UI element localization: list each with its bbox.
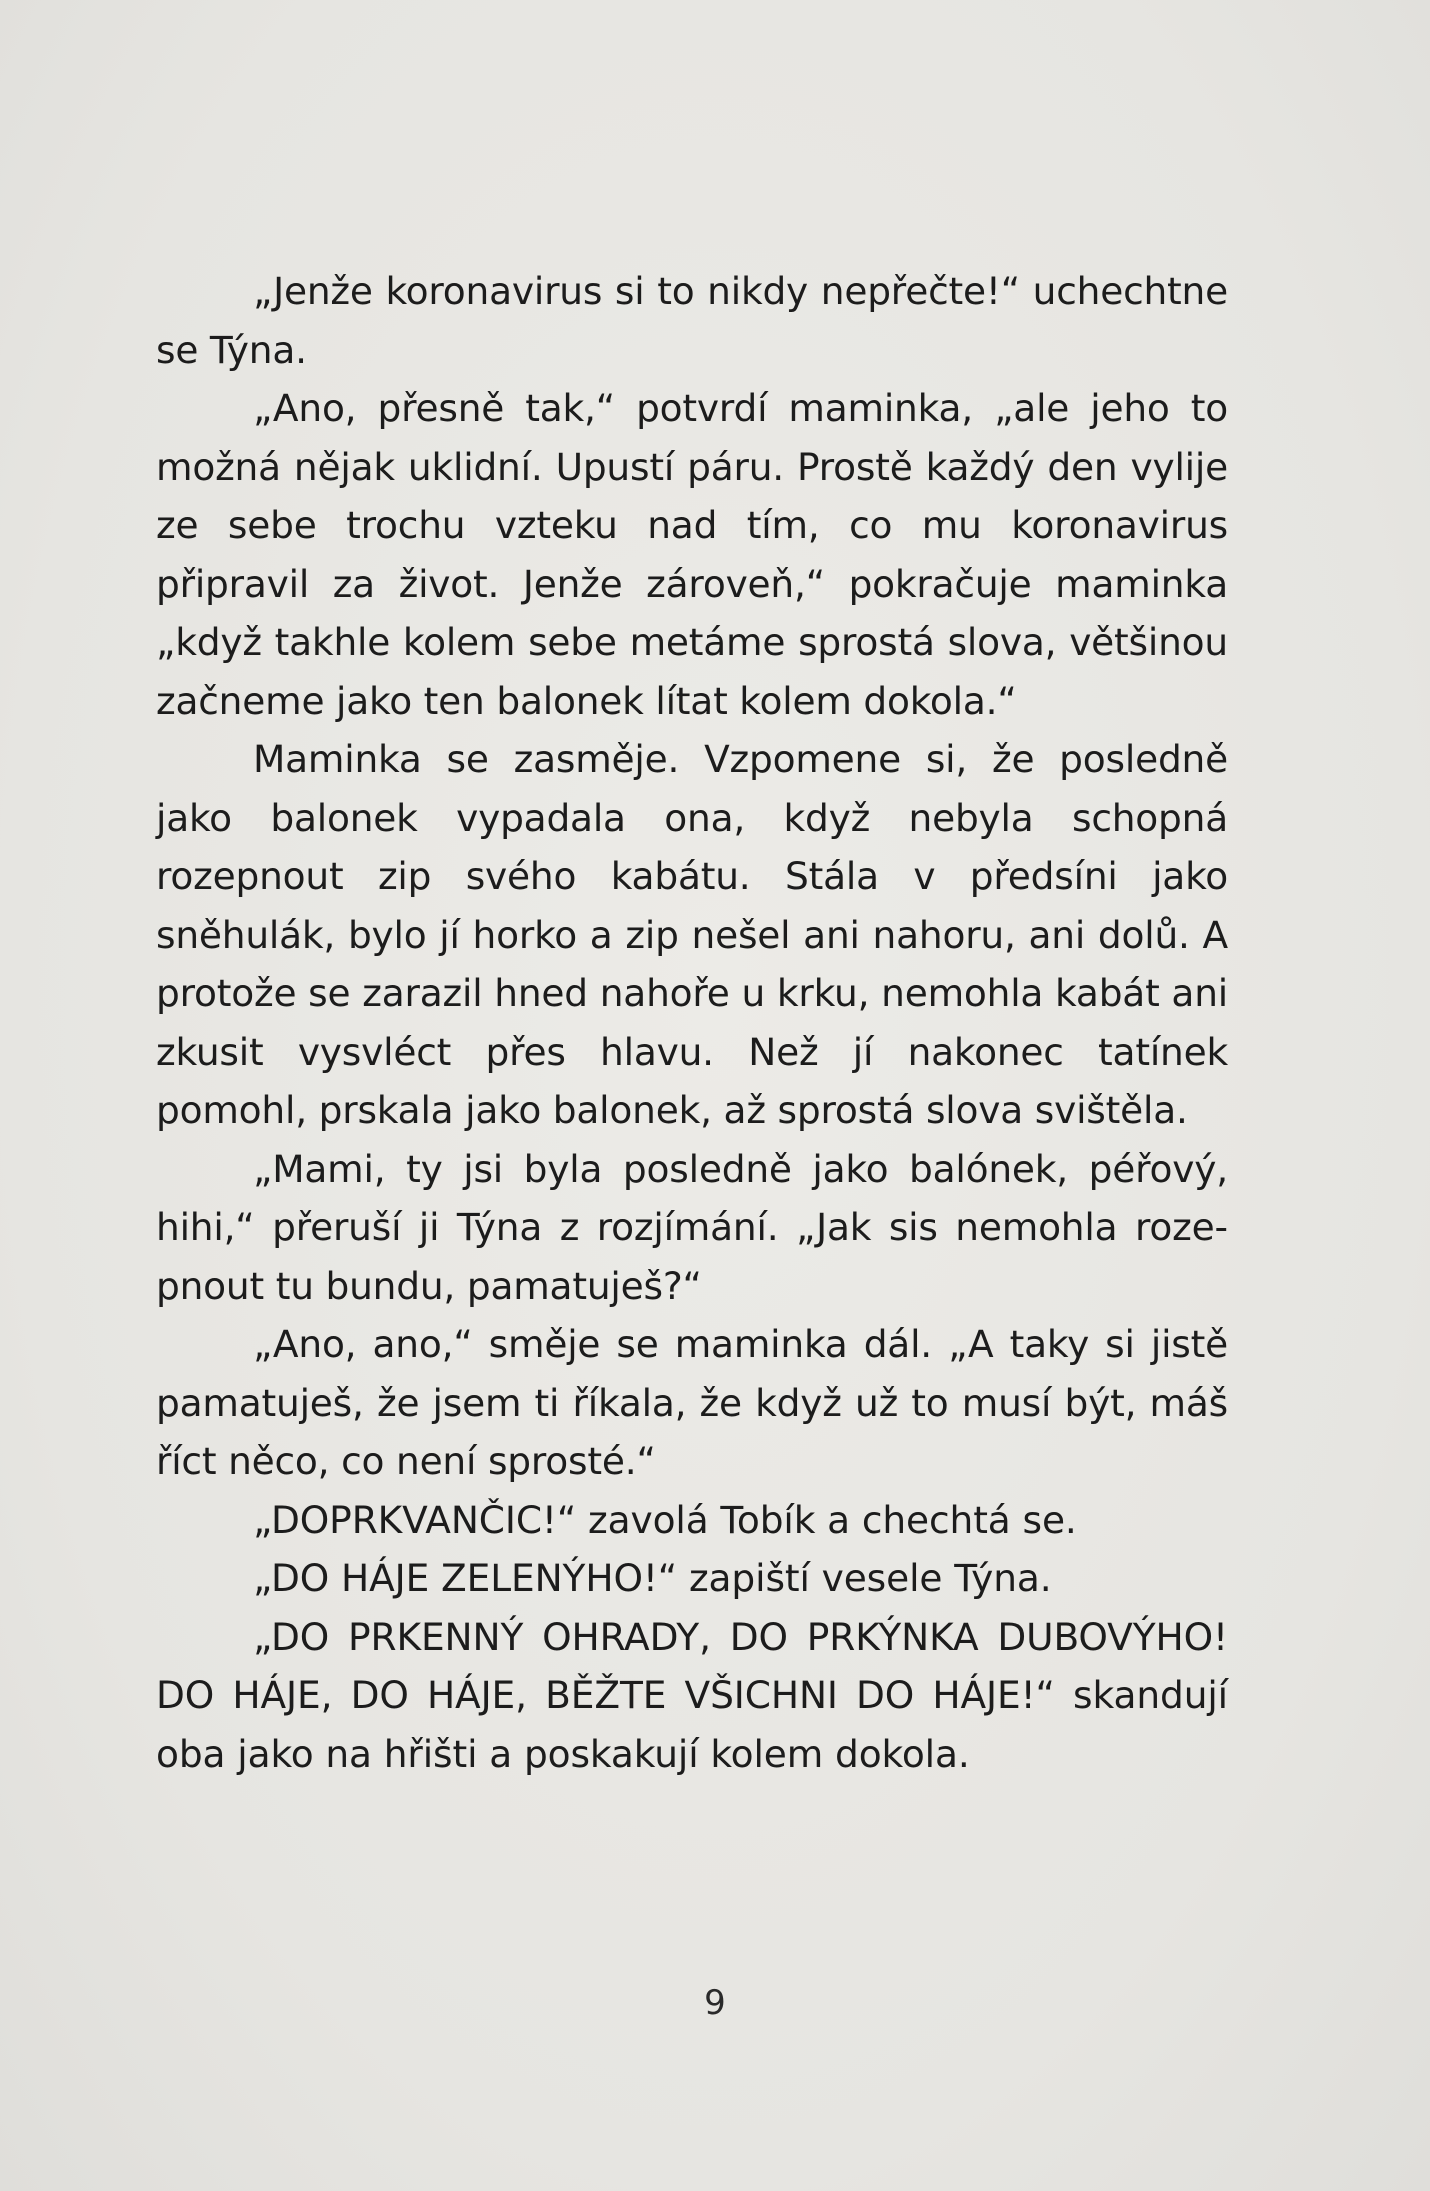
paragraph: „Ano, přesně tak,“ potvrdí maminka, „ale jeho to možná nějak uklidní. Upustí páru. Prostě každý den vylije ze sebe trochu vzteku nad tím, co mu koronavirus připravil za život. Jenže zároveň,“ pokračuje maminka „když takhle kolem sebe metáme sprostá slova, většinou začneme jako ten balonek lítat kolem dokola.“ bbox=[156, 386, 1228, 723]
paragraph: „Ano, ano,“ směje se maminka dál. „A taky si jistě pamatuješ, že jsem ti říkala, že když už to musí být, máš říct něco, co není sprosté.“ bbox=[156, 1322, 1228, 1483]
paragraph: „DO HÁJE ZELENÝHO!“ zapiští vesele Týna. bbox=[253, 1556, 1052, 1600]
page-number: 9 bbox=[704, 1983, 726, 2023]
paragraph: Maminka se zasměje. Vzpomene si, že posledně jako balonek vypadala ona, když nebyla schopná rozepnout zip svého kabátu. Stála v předsíni jako sněhulák, bylo jí horko a zip nešel ani nahoru, ani dolů. A protože se zarazil hned nahoře u krku, nemohla kabát ani zkusit vysvléct přes hlavu. Než jí nakonec tatínek pomohl, prskala jako balonek, až sprostá slova svištěla. bbox=[156, 737, 1228, 1132]
paragraph: „Mami, ty jsi byla posledně jako balónek, péřový, hihi,“ přeruší ji Týna z rozjímání. „Jak sis nemohla rozepnout tu bundu, pamatuješ?“ bbox=[156, 1146, 1228, 1308]
paragraph: „Jenže koronavirus si to nikdy nepřečte!“ uchechtne se Týna. bbox=[156, 269, 1228, 372]
paragraph: „DOPRKVANČIC!“ zavolá Tobík a chechtá se. bbox=[253, 1497, 1077, 1542]
body-text bbox=[156, 262, 1228, 1783]
paragraph: „DO PRKENNÝ OHRADY, DO PRKÝNKA DUBOVÝHO! DO HÁJE, DO HÁJE, BĚŽTE VŠICHNI DO HÁJE!“ skandují oba jako na hřišti a poskakují kolem dokola. bbox=[156, 1614, 1228, 1776]
